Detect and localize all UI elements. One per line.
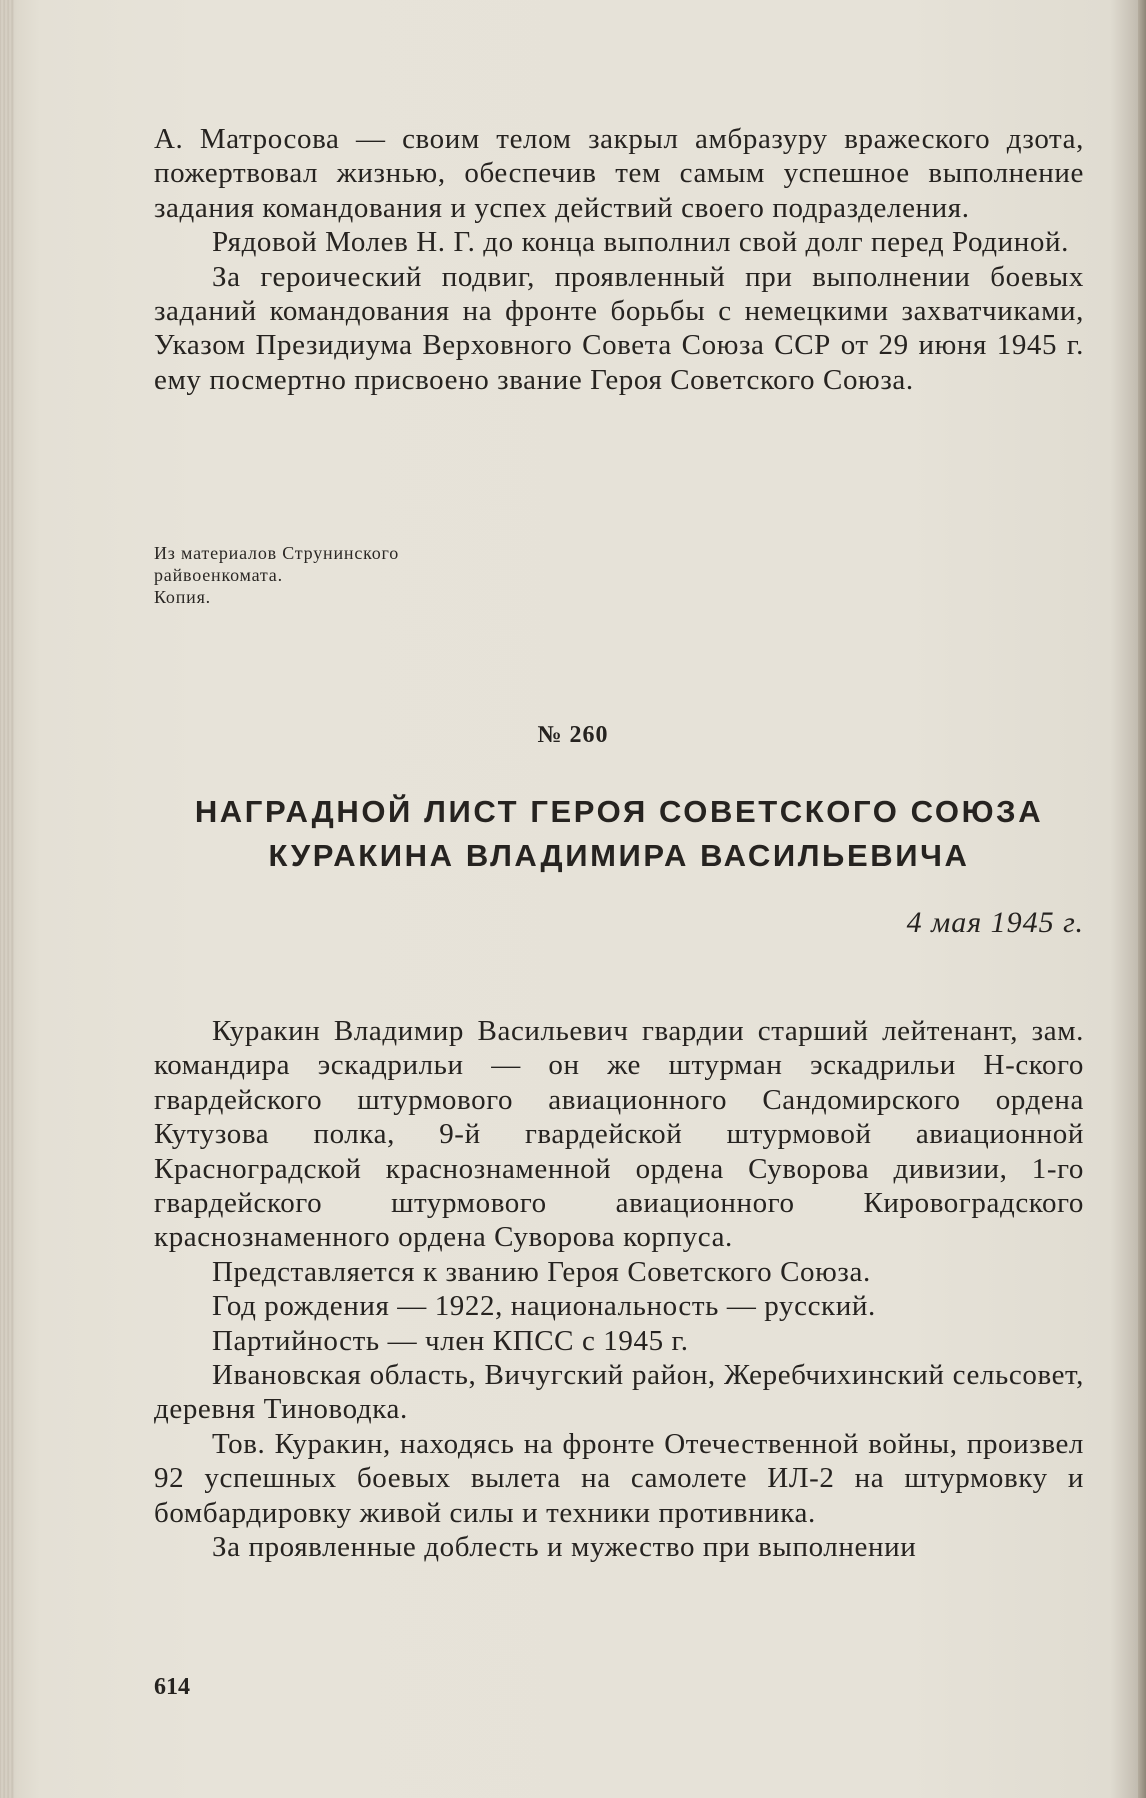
document-date: 4 мая 1945 г. [906,906,1084,939]
paragraph: Представляется к званию Героя Советского Союза. [212,1255,871,1288]
paragraph: Ивановская область, Вичугский район, Жеребчихинский сельсовет, деревня Тиноводка. [154,1359,1084,1426]
paragraph: За героический подвиг, проявленный при выполнении боевых заданий командования на фронте борьбы с немецкими захватчиками, Указом Президиума Верховного Совета Союза ССР от 29 июня 1945 г. ему посмертно присвоено звание Героя Советского Союза. [154,260,1084,396]
page-stack-edge [0,0,14,1798]
paragraph: Рядовой Молев Н. Г. до конца выполнил свой долг перед Родиной. [212,226,1069,259]
title-line: КУРАКИНА ВЛАДИМИРА ВАСИЛЬЕВИЧА [268,838,970,873]
source-line: Копия. [154,587,211,607]
paragraph: За проявленные доблесть и мужество при выполнении [212,1531,917,1564]
paragraph: Куракин Владимир Васильевич гвардии старший лейтенант, зам. командира эскадрильи — он же штурман эскадрильи Н-ского гвардейского штурмового авиационного Сандомирского ордена Кутузова полка, 9-й гвардейской штурмовой авиационной Красноградской краснознаменной ордена Суворова дивизии, 1-го гвардейского штурмового авиационного Кировоградского краснознаменного ордена Суворова корпуса. [154,1015,1084,1254]
page-right-edge [1138,0,1146,1798]
document-title [154,790,1084,878]
paragraph: А. Матросова — своим телом закрыл амбразуру вражеского дзота, пожертвовал жизнью, обеспечив тем самым успешное выполнение задания командования и успех действий своего подразделения. [154,123,1084,224]
source-line: Из материалов Струнинского [154,543,400,563]
source-note [154,542,399,608]
page-number: 614 [154,1674,190,1700]
paragraph: Тов. Куракин, находясь на фронте Отечественной войны, произвел 92 успешных боевых вылета на самолете ИЛ-2 на штурмовку и бомбардировку живой силы и техники противника. [154,1427,1084,1529]
document-body [154,1014,1084,1565]
source-line: райвоенкомата. [154,565,283,585]
paragraph: Партийность — член КПСС с 1945 г. [212,1324,689,1357]
paragraph: Год рождения — 1922, национальность — русский. [212,1290,876,1323]
title-line: НАГРАДНОЙ ЛИСТ ГЕРОЯ СОВЕТСКОГО СОЮЗА [194,794,1044,829]
document-number: № 260 [537,722,609,748]
previous-document-text [154,122,1084,397]
